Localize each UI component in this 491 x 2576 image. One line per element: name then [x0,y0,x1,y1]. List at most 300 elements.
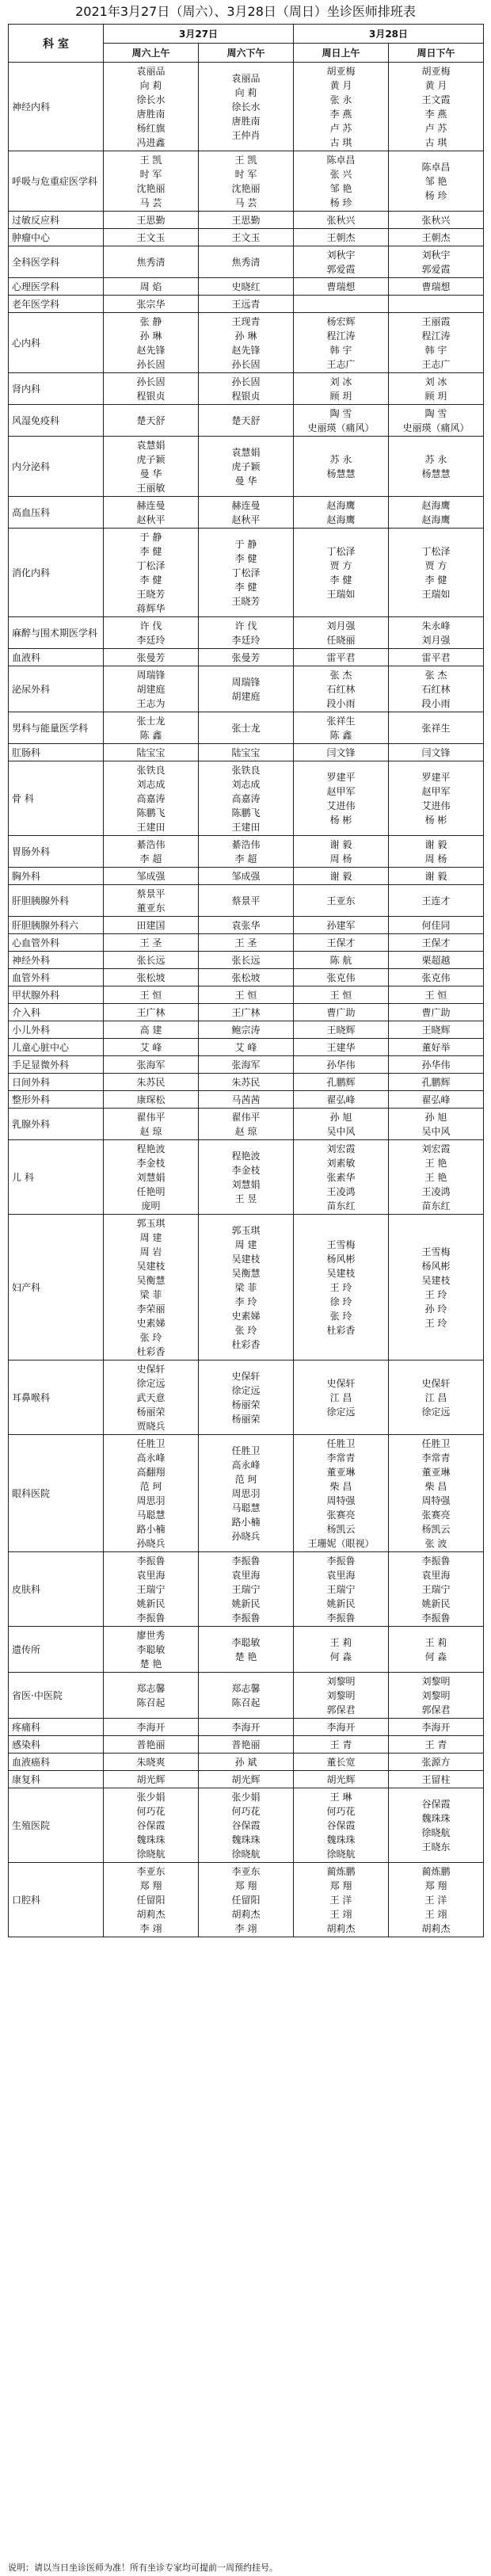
doctor-name: 吴衡慧 [231,1267,261,1279]
doctor-name: 胡光辉 [231,1773,261,1785]
table-row [9,529,484,617]
doctor-name: 李金枝 [136,1157,166,1169]
doctor-name: 江 昌 [329,1391,352,1403]
doctor-name: 李聪敏 [136,1643,166,1655]
doctor-name: 徐晓航 [136,1848,166,1860]
doctor-name: 郑 翔 [424,1880,447,1891]
dept-name: 省医·中医院 [9,1673,104,1719]
session-header: 周日下午 [389,44,484,63]
doctor-name: 王建田 [136,821,166,833]
doctor-cell [389,212,484,229]
doctor-name: 王瑞如 [326,588,356,600]
doctor-cell [389,151,484,212]
doctor-cell [104,934,199,952]
doctor-cell [199,1039,294,1056]
doctor-cell [199,405,294,437]
doctor-name: 蔺炼鹏 [326,1865,356,1877]
table-row [9,151,484,212]
doctor-name: 邹成强 [136,870,166,882]
dept-name: 心理医学科 [9,278,104,296]
doctor-cell [389,666,484,712]
doctor-cell [199,1673,294,1719]
dept-name: 老年医学科 [9,296,104,313]
doctor-cell [104,296,199,313]
doctor-name: 沈艳丽 [231,182,261,194]
doctor-name: 古 琪 [424,136,447,148]
dept-name: 血管外科 [9,969,104,987]
doctor-cell [104,1435,199,1552]
doctor-cell [294,212,389,229]
doctor-cell [294,744,389,761]
doctor-name: 许 伐 [234,620,257,632]
doctor-name: 袁里海 [231,1569,261,1581]
doctor-name: 向 莉 [234,86,257,98]
table-row [9,212,484,229]
doctor-name: 江 昌 [424,1391,447,1403]
dept-name: 全科医学科 [9,246,104,278]
doctor-name: 王 恒 [329,989,352,1001]
doctor-name: 程艳波 [231,1150,261,1162]
doctor-cell [104,1552,199,1627]
doctor-cell [104,836,199,868]
doctor-name: 张 杰 [329,669,352,681]
doctor-name: 魏珠珠 [136,1834,166,1845]
doctor-cell [199,373,294,405]
doctor-name: 王雪梅 [326,1238,356,1250]
doctor-name: 曹广助 [421,1006,451,1018]
doctor-cell [294,649,389,666]
doctor-name: 邹成强 [231,870,261,882]
doctor-name: 曼 华 [234,475,257,487]
dept-name: 风湿免疫科 [9,405,104,437]
doctor-name: 郭爱霞 [326,263,356,275]
doctor-cell [389,278,484,296]
doctor-name: 杜彩香 [231,1338,261,1350]
doctor-name: 蔡景平 [136,887,166,899]
table-row [9,1056,484,1074]
doctor-name: 王文玉 [136,231,166,243]
doctor-name: 胡建庭 [231,690,261,702]
doctor-name: 鲍宗涛 [231,1024,261,1036]
doctor-name: 孙 旭 [424,1111,447,1123]
doctor-name: 李亚东 [231,1865,261,1877]
doctor-name: 王 莉 [329,1636,352,1648]
doctor-name: 杨凯云 [421,1523,451,1535]
doctor-name: 董亚琳 [421,1466,451,1478]
doctor-name: 王保才 [421,937,451,948]
doctor-cell [294,497,389,529]
doctor-name: 张赛亮 [421,1509,451,1521]
doctor-name: 谷保霞 [231,1819,261,1831]
doctor-cell [199,987,294,1004]
dept-name: 骨 科 [9,761,104,836]
doctor-cell [294,1788,389,1863]
doctor-name: 向 莉 [139,79,162,91]
table-row [9,278,484,296]
table-row [9,1215,484,1361]
doctor-cell [104,1039,199,1056]
dept-name: 乳腺外科 [9,1109,104,1140]
doctor-name: 段小雨 [326,697,356,709]
doctor-name: 李 健 [234,552,257,564]
doctor-name: 周特强 [326,1494,356,1506]
doctor-cell [199,296,294,313]
doctor-name: 曼 华 [139,467,162,479]
doctor-name: 刘秋宇 [326,249,356,261]
doctor-cell [294,529,389,617]
doctor-name: 艾 峰 [234,1041,257,1053]
doctor-name: 刘黎明 [421,1689,451,1701]
doctor-name: 李振鲁 [421,1612,451,1624]
table-row [9,617,484,649]
doctor-name: 郑 翔 [234,1880,257,1891]
table-row [9,1109,484,1140]
doctor-name: 王 凯 [234,154,257,166]
doctor-name: 杨红旗 [136,122,166,134]
table-row [9,952,484,969]
doctor-name: 徐定远 [326,1406,356,1418]
doctor-cell [389,1215,484,1361]
doctor-cell [104,278,199,296]
doctor-name: 孙 旭 [329,1111,352,1123]
doctor-name: 王瑞宁 [231,1583,261,1595]
doctor-cell [294,836,389,868]
doctor-cell [294,1771,389,1788]
doctor-name: 徐长水 [231,101,261,113]
doctor-cell [389,313,484,373]
doctor-cell [199,1719,294,1736]
doctor-name: 孔鹏辉 [421,1076,451,1088]
doctor-name: 史保轩 [136,1363,166,1375]
dept-name: 高血压科 [9,497,104,529]
doctor-cell [389,987,484,1004]
doctor-name: 赵秋平 [136,513,166,525]
doctor-name: 王保才 [326,937,356,948]
doctor-name: 张少娟 [231,1791,261,1803]
doctor-name: 雷平君 [326,651,356,663]
doctor-name: 赵海鹰 [326,513,356,525]
doctor-cell [104,969,199,987]
doctor-name: 王 艳 [424,1157,447,1169]
doctor-name: 王 恒 [424,989,447,1001]
doctor-name: 任胜卫 [421,1437,451,1449]
doctor-cell [199,151,294,212]
doctor-name: 王丽敏 [136,482,166,494]
doctor-name: 胡莉杰 [421,1922,451,1934]
footer-note: 说明：请以当日坐诊医师为准！所有坐诊专家均可提前一周预约挂号。 [8,2563,278,2573]
doctor-cell [199,885,294,917]
doctor-cell [199,278,294,296]
dept-name: 遗传所 [9,1627,104,1673]
doctor-name: 李海开 [136,1721,166,1733]
doctor-name: 普艳丽 [136,1738,166,1750]
doctor-cell [389,1361,484,1435]
doctor-cell [199,836,294,868]
doctor-cell [294,151,389,212]
doctor-name: 刘慧娟 [231,1178,261,1190]
doctor-name: 赵先锋 [136,344,166,356]
doctor-name: 周 焰 [139,280,162,292]
doctor-name: 楚 艳 [139,1658,162,1670]
dept-name: 感染科 [9,1736,104,1754]
doctor-cell [104,405,199,437]
doctor-name: 张士龙 [136,715,166,727]
doctor-name: 张铁良 [231,764,261,776]
doctor-cell [389,63,484,151]
doctor-name: 徐晓航 [421,1826,451,1838]
doctor-cell [389,296,484,313]
doctor-name: 史保轩 [231,1370,261,1382]
doctor-name: 杨丽荣 [231,1413,261,1425]
table-row [9,969,484,987]
doctor-name: 张 永 [329,93,352,105]
doctor-cell [389,529,484,617]
doctor-name: 李 超 [139,853,162,864]
doctor-name: 高嘉涛 [231,792,261,804]
doctor-name: 赵甲军 [421,785,451,797]
doctor-name: 周 建 [234,1238,257,1250]
dept-name: 过敏反应科 [9,212,104,229]
session-header: 周六下午 [199,44,294,63]
doctor-name: 杨 彬 [329,814,352,826]
doctor-name: 徐 玲 [329,1296,352,1307]
doctor-name: 王瑞宁 [326,1583,356,1595]
doctor-name: 孙 琳 [234,330,257,342]
doctor-cell [389,1719,484,1736]
doctor-name: 胡亚梅 [326,65,356,77]
doctor-name: 卢 苏 [329,122,352,134]
doctor-name: 何 淼 [424,1651,447,1662]
doctor-name: 任胜卫 [136,1437,166,1449]
doctor-cell [104,1754,199,1771]
doctor-cell [199,529,294,617]
doctor-cell [104,712,199,744]
doctor-cell [294,952,389,969]
doctor-name: 李廷玲 [136,634,166,646]
doctor-cell [104,917,199,934]
doctor-cell [199,1215,294,1361]
doctor-cell [199,1074,294,1091]
doctor-cell [294,761,389,836]
dept-name: 消化内科 [9,529,104,617]
doctor-name: 杨凯云 [326,1523,356,1535]
doctor-name: 张 静 [139,315,162,327]
schedule-table [8,24,484,1937]
doctor-name: 谷保霞 [421,1798,451,1810]
doctor-name: 邹 艳 [329,182,352,194]
doctor-name: 任留阳 [231,1894,261,1906]
doctor-cell [104,1004,199,1021]
doctor-name: 刘宏霞 [326,1143,356,1154]
dept-name: 神经外科 [9,952,104,969]
doctor-name: 贾晓兵 [136,1420,166,1432]
doctor-cell [199,649,294,666]
doctor-name: 胡光辉 [326,1773,356,1785]
doctor-name: 王志广 [421,358,451,370]
doctor-name: 王 玲 [424,1288,447,1300]
doctor-name: 董长宽 [326,1756,356,1768]
doctor-name: 赵先锋 [231,344,261,356]
doctor-cell [199,1091,294,1109]
doctor-name: 李振鲁 [326,1555,356,1567]
doctor-name: 徐晓航 [231,1848,261,1860]
doctor-cell [104,1021,199,1039]
doctor-name: 李 健 [424,574,447,586]
doctor-name: 刘黎明 [326,1689,356,1701]
doctor-name: 杨 彬 [424,814,447,826]
doctor-name: 袁慧娟 [136,439,166,451]
dept-name: 儿 科 [9,1140,104,1215]
doctor-cell [294,405,389,437]
doctor-cell [294,1074,389,1091]
doctor-name: 康琛松 [136,1093,166,1105]
table-row [9,761,484,836]
doctor-cell [104,373,199,405]
dept-name: 神经内科 [9,63,104,151]
doctor-cell [199,246,294,278]
doctor-cell [199,437,294,497]
doctor-cell [294,313,389,373]
doctor-name: 胡亚梅 [421,65,451,77]
doctor-name: 赫连曼 [136,499,166,511]
doctor-name: 闫文锋 [421,746,451,758]
doctor-name: 王建田 [231,821,261,833]
doctor-name: 王晓辉 [421,1024,451,1036]
dept-name: 口腔科 [9,1863,104,1937]
doctor-cell [294,1719,389,1736]
doctor-name: 张 杰 [424,669,447,681]
doctor-cell [104,246,199,278]
doctor-name: 周特强 [421,1494,451,1506]
doctor-cell [294,868,389,885]
doctor-name: 朱晓爽 [136,1756,166,1768]
doctor-name: 于 静 [234,538,257,550]
doctor-name: 徐长水 [136,93,166,105]
doctor-cell [389,1056,484,1074]
doctor-name: 赵 琼 [234,1125,257,1137]
doctor-cell [389,1863,484,1937]
doctor-cell [294,617,389,649]
doctor-name: 杨宏辉 [326,315,356,327]
dept-name: 心内科 [9,313,104,373]
doctor-cell [104,63,199,151]
doctor-name: 马聪慧 [231,1502,261,1513]
dept-name: 男科与能量医学科 [9,712,104,744]
doctor-name: 韩 宇 [424,344,447,356]
doctor-name: 杨 珍 [424,189,447,201]
doctor-cell [389,405,484,437]
doctor-name: 郑志馨 [136,1682,166,1694]
doctor-name: 陶 雪 [329,407,352,419]
doctor-name: 李 健 [329,574,352,586]
doctor-name: 艾 峰 [139,1041,162,1053]
table-row [9,437,484,497]
doctor-name: 张 玲 [139,1331,162,1343]
doctor-cell [199,1109,294,1140]
page-title: 2021年3月27日（周六）、3月28日（周日）坐诊医师排班表 [75,4,416,19]
dept-name: 妇产科 [9,1215,104,1361]
table-row [9,229,484,246]
doctor-name: 丁松泽 [136,559,166,571]
doctor-name: 罗建平 [421,771,451,783]
doctor-name: 袁里海 [421,1569,451,1581]
doctor-name: 程银贞 [231,390,261,402]
doctor-name: 李常青 [421,1452,451,1464]
doctor-name: 苏 永 [329,453,352,465]
doctor-name: 吴建枝 [231,1253,261,1265]
doctor-cell [104,313,199,373]
doctor-name: 丁松泽 [326,545,356,557]
doctor-cell [389,373,484,405]
doctor-cell [294,1673,389,1719]
session-header: 周日上午 [294,44,389,63]
table-row [9,885,484,917]
doctor-name: 王 艳 [424,1171,447,1183]
doctor-name: 张少娟 [136,1791,166,1803]
doctor-name: 杨 珍 [329,197,352,208]
doctor-name: 周瑞锋 [136,669,166,681]
doctor-cell [294,1004,389,1021]
doctor-name: 史素娣 [231,1310,261,1322]
doctor-cell [294,1039,389,1056]
doctor-name: 丁松泽 [421,545,451,557]
doctor-name: 袁里海 [136,1569,166,1581]
doctor-name: 顾 玥 [424,390,447,402]
doctor-name: 陈 鑫 [139,729,162,741]
doctor-name: 杨风彬 [326,1253,356,1265]
doctor-cell [294,1109,389,1140]
dept-name: 儿童心脏中心 [9,1039,104,1056]
doctor-name: 吴建枝 [136,1260,166,1272]
dept-name: 手足显微外科 [9,1056,104,1074]
doctor-name: 王广林 [231,1006,261,1018]
doctor-cell [389,649,484,666]
doctor-name: 曹瑞想 [421,280,451,292]
doctor-name: 李常青 [326,1452,356,1464]
doctor-cell [389,885,484,917]
doctor-name: 张松坡 [136,971,166,983]
doctor-name: 何巧花 [136,1805,166,1817]
doctor-name: 翟弘峰 [421,1093,451,1105]
doctor-name: 王凌鸿 [421,1185,451,1197]
doctor-name: 张赛亮 [326,1509,356,1521]
dept-name: 整形外科 [9,1091,104,1109]
doctor-name: 谷保霞 [136,1819,166,1831]
doctor-name: 綦浩伟 [136,838,166,850]
doctor-name: 张祥生 [326,715,356,727]
doctor-name: 顾 玥 [329,390,352,402]
table-row [9,313,484,373]
dept-name: 介入科 [9,1004,104,1021]
doctor-name: 王志为 [136,697,166,709]
doctor-cell [294,666,389,712]
doctor-cell [104,1719,199,1736]
doctor-name: 谢 毅 [424,838,447,850]
doctor-name: 董亚琳 [326,1466,356,1478]
doctor-name: 高永峰 [231,1459,261,1471]
schedule-body [9,63,484,1937]
doctor-name: 周 岩 [139,1246,162,1257]
doctor-name: 袁丽品 [136,65,166,77]
table-row [9,1863,484,1937]
doctor-name: 韩 宇 [329,344,352,356]
doctor-cell [294,1140,389,1215]
doctor-name: 徐定远 [136,1377,166,1389]
doctor-cell [294,1215,389,1361]
doctor-name: 魏珠珠 [231,1834,261,1845]
doctor-cell [294,934,389,952]
doctor-name: 吴中风 [326,1125,356,1137]
